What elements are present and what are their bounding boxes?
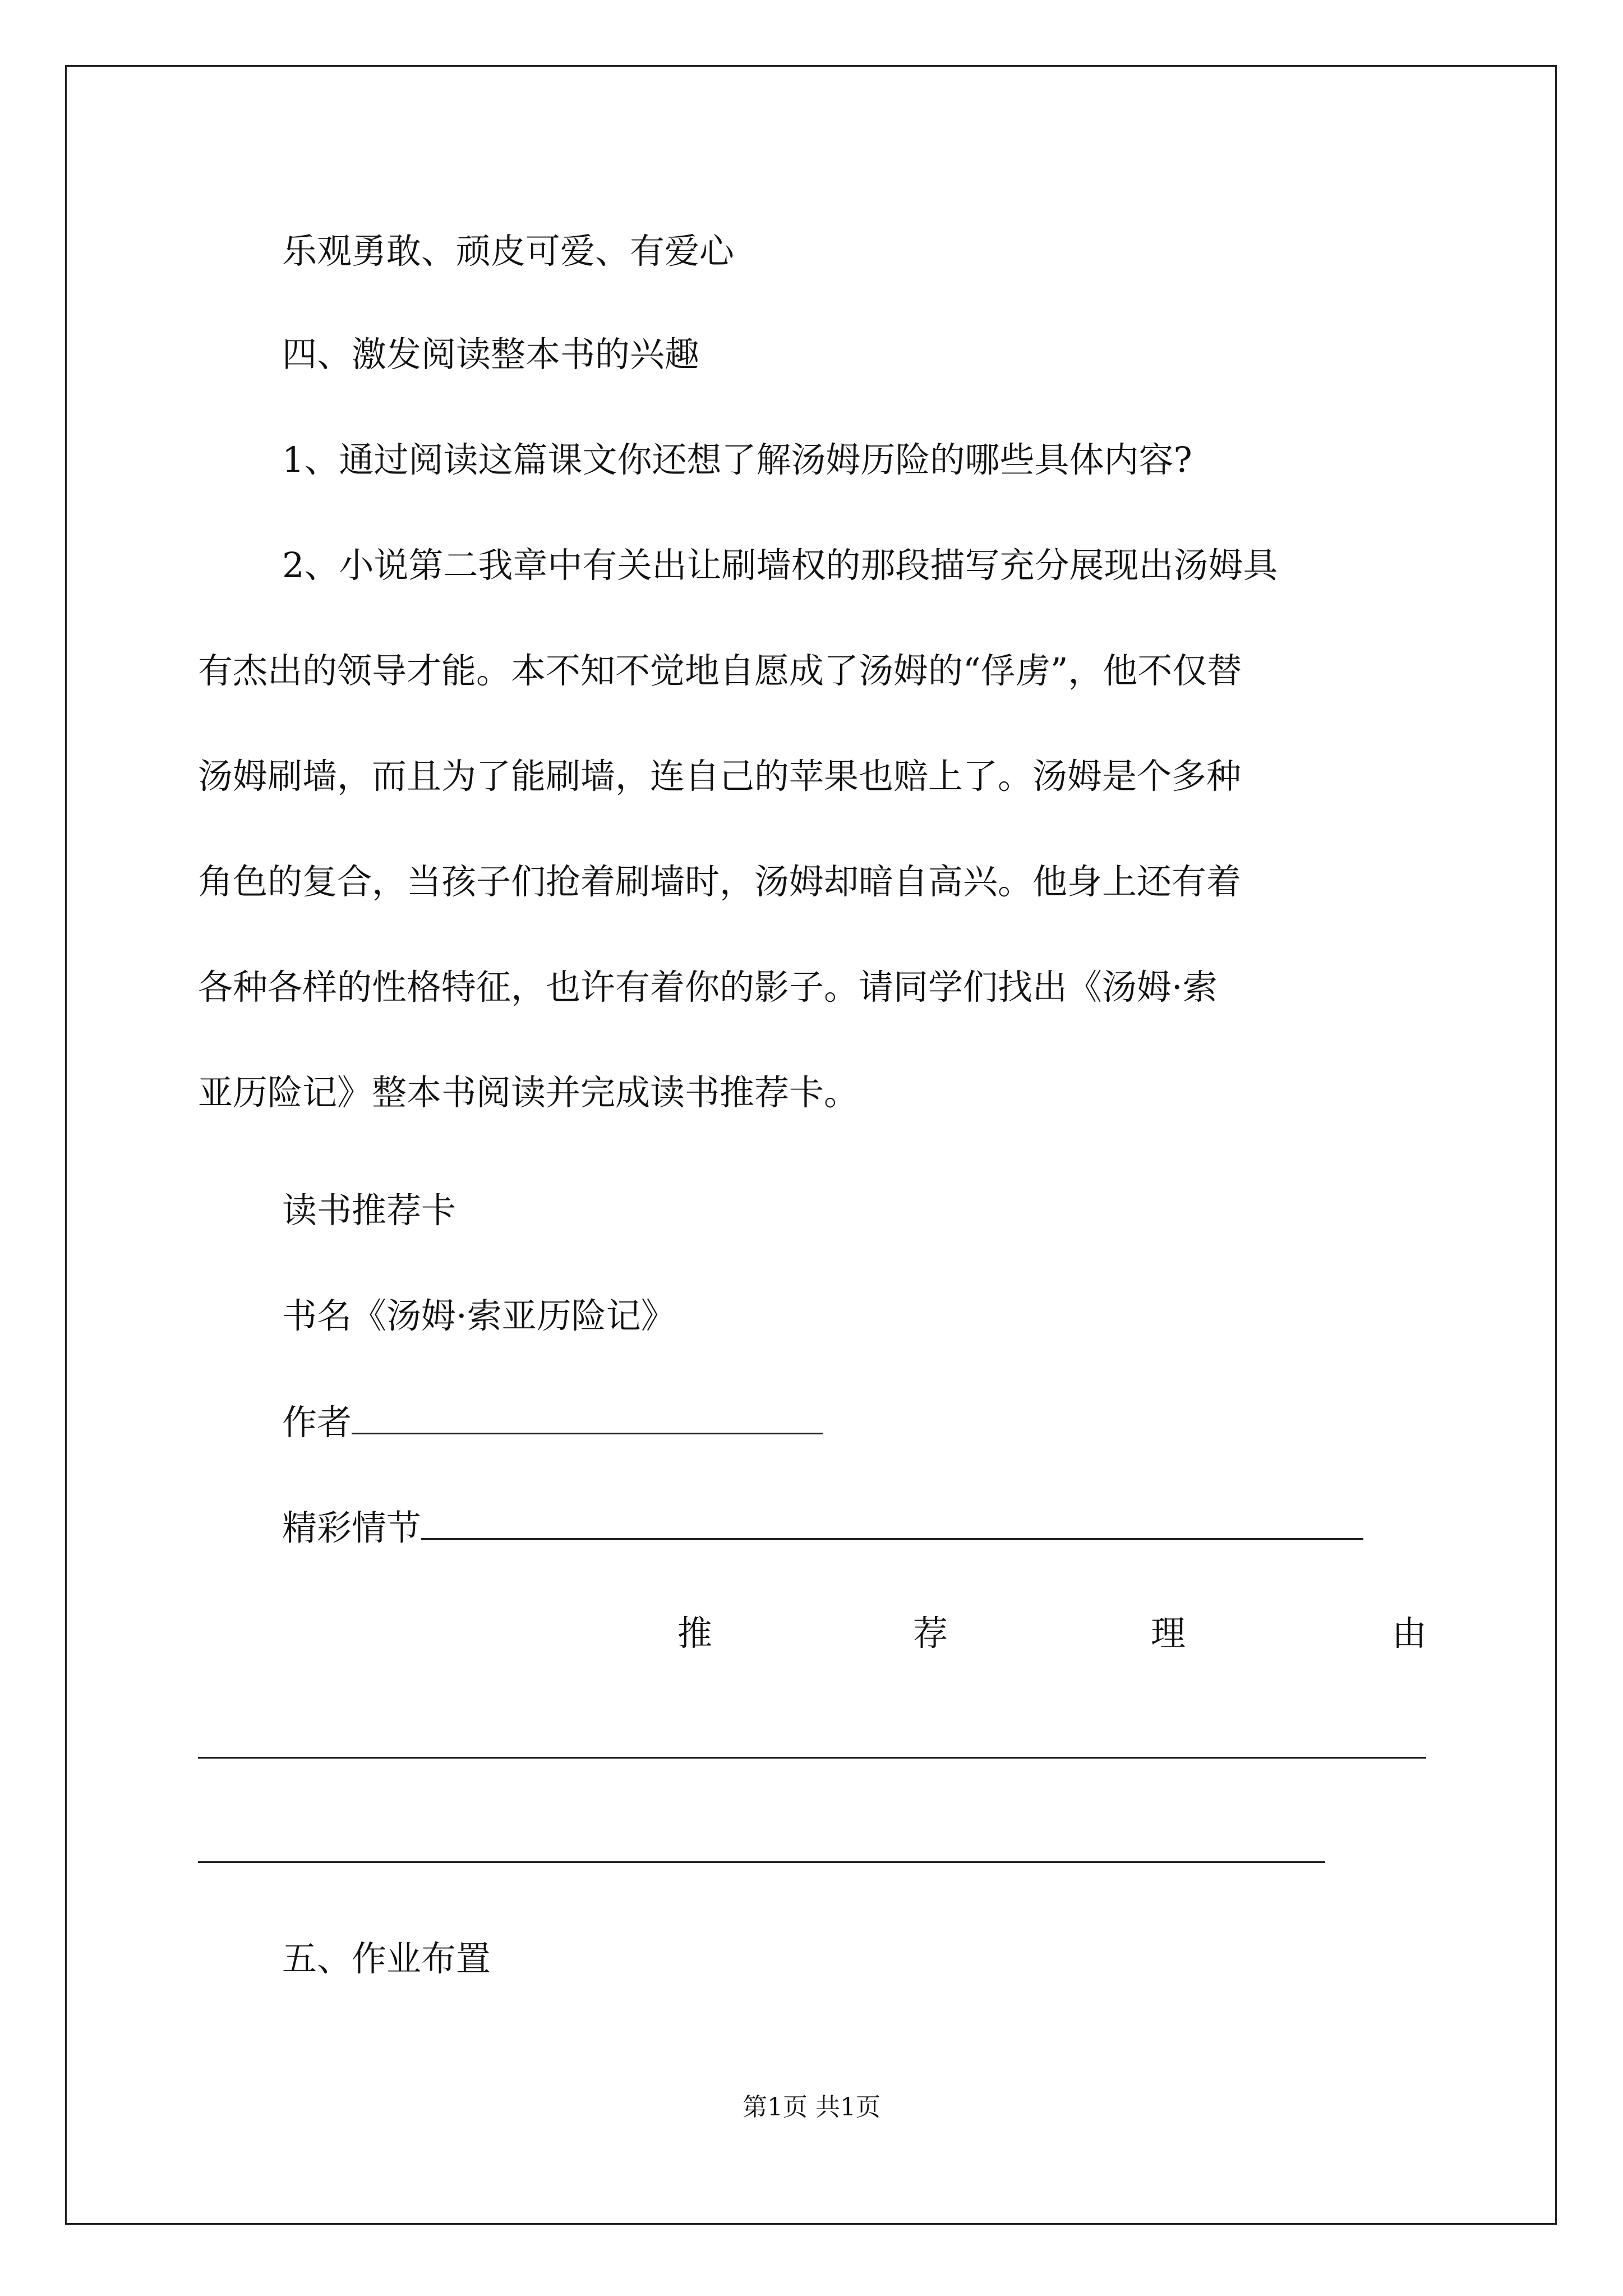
paragraph-line-2: 有杰出的领导才能。本不知不觉地自愿成了汤姆的“俘虏”，他不仅替 [198,650,1242,691]
traits-line: 乐观勇敢、顽皮可爱、有爱心 [282,231,735,272]
author-blank [352,1399,823,1434]
highlight-blank [421,1504,1363,1540]
section-five-heading: 五、作业布置 [282,1938,491,1979]
reason-char-3: 理 [1151,1613,1186,1654]
reason-char-2: 荐 [913,1613,948,1654]
page-frame [65,65,1557,2225]
author-label: 作者 [282,1402,352,1443]
paragraph-line-6: 亚历险记》整本书阅读并完成读书推荐卡。 [198,1072,859,1113]
card-title: 读书推荐卡 [282,1190,457,1231]
page-footer: 第1页 共1页 [743,2093,880,2122]
reason-blank-2 [198,1861,1325,1863]
author-row [282,1399,823,1445]
reason-blank-1 [198,1757,1426,1759]
paragraph-line-4: 角色的复合，当孩子们抢着刷墙时，汤姆却暗自高兴。他身上还有着 [198,861,1242,902]
book-name: 书名《汤姆·索亚历险记》 [282,1295,676,1336]
highlight-label: 精彩情节 [282,1507,422,1548]
paragraph-line-1: 2、小说第二我章中有关出让刷墙权的那段描写充分展现出汤姆具 [282,545,1278,586]
paragraph-line-3: 汤姆刷墙，而且为了能刷墙，连自己的苹果也赔上了。汤姆是个多种 [198,756,1242,797]
paragraph-line-5: 各种各样的性格特征，也许有着你的影子。请同学们找出《汤姆·索 [198,967,1218,1007]
reason-char-1: 推 [677,1613,713,1654]
section-four-heading: 四、激发阅读整本书的兴趣 [282,334,700,375]
question-one: 1、通过阅读这篇课文你还想了解汤姆历险的哪些具体内容? [282,439,1192,480]
reason-char-4: 由 [1392,1613,1427,1654]
highlight-row [282,1504,1363,1550]
